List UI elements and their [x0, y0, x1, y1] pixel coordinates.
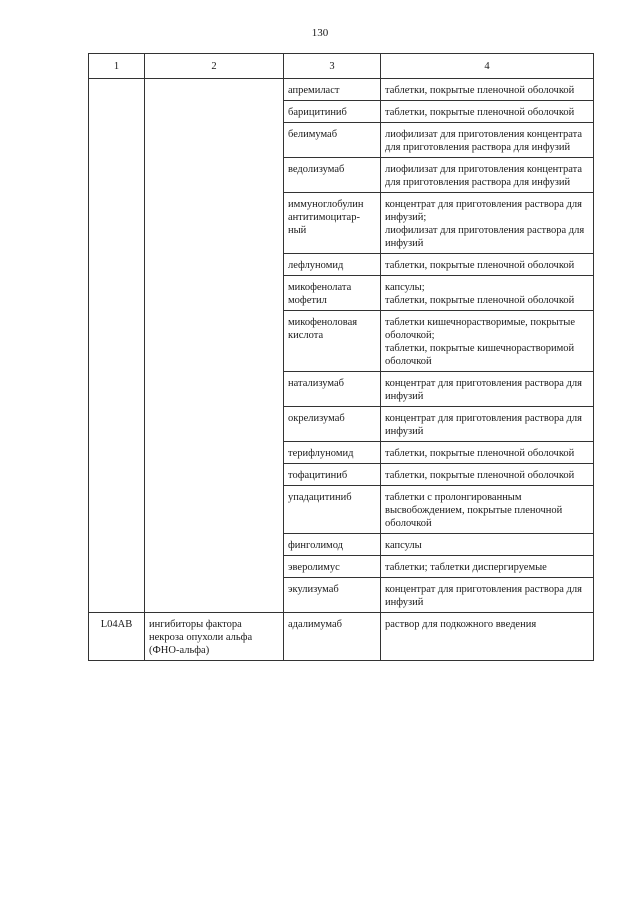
drug-name-cell: натализумаб [284, 372, 381, 407]
drug-name-cell: терифлуномид [284, 442, 381, 464]
drug-name-cell: барицитиниб [284, 101, 381, 123]
header-col-3: 3 [284, 54, 381, 79]
dosage-form-cell: капсулы [381, 534, 594, 556]
dosage-form-cell: таблетки с пролонгированным высвобождением, покрытые пленочной оболочкой [381, 486, 594, 534]
header-col-1: 1 [89, 54, 145, 79]
dosage-form-cell: капсулы; таблетки, покрытые пленочной оболочкой [381, 276, 594, 311]
header-row [89, 54, 594, 79]
dosage-form-cell: концентрат для приготовления раствора для инфузий [381, 372, 594, 407]
dosage-form-cell: лиофилизат для приготовления концентрата для приготовления раствора для инфузий [381, 123, 594, 158]
dosage-form-cell: таблетки, покрытые пленочной оболочкой [381, 79, 594, 101]
code-cell [89, 79, 145, 613]
dosage-form-cell: таблетки, покрытые пленочной оболочкой [381, 101, 594, 123]
dosage-form-cell: таблетки, покрытые пленочной оболочкой [381, 442, 594, 464]
dosage-form-cell: таблетки, покрытые пленочной оболочкой [381, 464, 594, 486]
drug-name-cell: иммуноглобулин антитимоцитар-ный [284, 193, 381, 254]
table-body [89, 79, 594, 661]
drug-name-cell: окрелизумаб [284, 407, 381, 442]
group-cell: ингибиторы фактора некроза опухоли альфа (ФНО-альфа) [145, 613, 284, 661]
drug-name-cell: белимумаб [284, 123, 381, 158]
drug-table [88, 53, 594, 661]
group-cell [145, 79, 284, 613]
page-number: 130 [311, 27, 329, 39]
code-cell: L04AB [89, 613, 145, 661]
drug-name-cell: микофенолата мофетил [284, 276, 381, 311]
drug-name-cell: лефлуномид [284, 254, 381, 276]
drug-name-cell: экулизумаб [284, 578, 381, 613]
header-col-4: 4 [381, 54, 594, 79]
drug-name-cell: апремиласт [284, 79, 381, 101]
drug-name-cell: финголимод [284, 534, 381, 556]
dosage-form-cell: таблетки кишечнорастворимые, покрытые оболочкой; таблетки, покрытые кишечнорастворимой оболочкой [381, 311, 594, 372]
header-col-2: 2 [145, 54, 284, 79]
dosage-form-cell: концентрат для приготовления раствора для инфузий [381, 407, 594, 442]
dosage-form-cell: лиофилизат для приготовления концентрата для приготовления раствора для инфузий [381, 158, 594, 193]
dosage-form-cell: концентрат для приготовления раствора для инфузий; лиофилизат для приготовления раствора для инфузий [381, 193, 594, 254]
dosage-form-cell: таблетки, покрытые пленочной оболочкой [381, 254, 594, 276]
drug-name-cell: микофеноловая кислота [284, 311, 381, 372]
drug-name-cell: упадацитиниб [284, 486, 381, 534]
dosage-form-cell: раствор для подкожного введения [381, 613, 594, 661]
dosage-form-cell: таблетки; таблетки диспергируемые [381, 556, 594, 578]
drug-name-cell: адалимумаб [284, 613, 381, 661]
drug-name-cell: тофацитиниб [284, 464, 381, 486]
drug-name-cell: ведолизумаб [284, 158, 381, 193]
drug-name-cell: эверолимус [284, 556, 381, 578]
table-row [89, 79, 594, 101]
table-row [89, 613, 594, 661]
dosage-form-cell: концентрат для приготовления раствора для инфузий [381, 578, 594, 613]
